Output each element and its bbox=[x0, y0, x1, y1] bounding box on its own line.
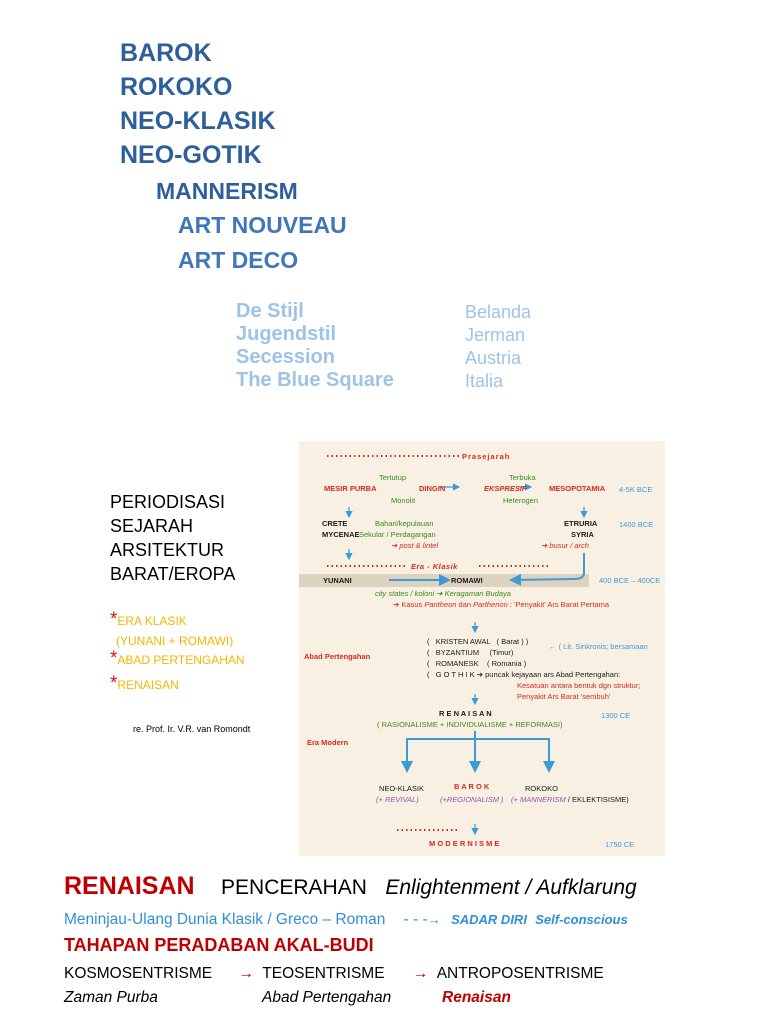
dg-romawi: ROMAWI bbox=[451, 576, 483, 585]
star-item-era-klasik: *ERA KLASIK bbox=[110, 609, 187, 630]
credit-text: re. Prof. Ir. V.R. van Romondt bbox=[133, 724, 251, 734]
dg-crete: CRETE bbox=[322, 519, 348, 528]
periodisasi-line-3: ARSITEKTUR bbox=[110, 540, 225, 560]
dg-rokoko: ROKOKO bbox=[525, 784, 558, 793]
dg-sekular: Sekular / Perdagangan bbox=[359, 530, 436, 539]
dg-city-states: city states / koloni ➔ Keragaman Budaya bbox=[375, 589, 511, 598]
star-icon: * bbox=[110, 648, 118, 669]
style-neo-klasik: NEO-KLASIK bbox=[120, 107, 276, 135]
sadar-diri-text: SADAR DIRI bbox=[451, 912, 527, 927]
movement-de-stijl: De Stijl bbox=[236, 300, 304, 322]
movement-secession: Secession bbox=[236, 346, 335, 368]
dg-syria: SYRIA bbox=[571, 530, 594, 539]
periodisasi-line-4: BARAT/EROPA bbox=[110, 564, 236, 584]
dg-ce-1300: 1300 CE bbox=[601, 711, 631, 720]
sentrisme-line bbox=[64, 965, 604, 983]
renaisan-heading-line bbox=[64, 872, 637, 901]
country-italia: Italia bbox=[465, 371, 504, 391]
style-mannerism: MANNERISM bbox=[156, 178, 298, 204]
country-belanda: Belanda bbox=[465, 302, 532, 322]
arrow-icon: → bbox=[412, 965, 429, 982]
dg-renaisan: R E N A I S A N bbox=[439, 709, 492, 718]
pencerahan-text: PENCERAHAN bbox=[221, 876, 367, 899]
dg-era-modern: Era Modern bbox=[307, 738, 349, 747]
country-austria: Austria bbox=[465, 348, 522, 368]
dg-bahari: Bahari/kepulauan bbox=[375, 519, 434, 528]
dg-byzantium: ( BYZANTIUM (Timur) bbox=[427, 648, 514, 657]
dg-etruria: ETRURIA bbox=[564, 519, 598, 528]
dg-barok: B A R O K bbox=[454, 782, 490, 791]
dg-gothik: ( G O T H I K ➔ puncak kejayaan ars Abad Pertengahan: bbox=[427, 670, 621, 679]
periodization-diagram bbox=[299, 441, 665, 856]
meninjau-text: Meninjau-Ulang Dunia Klasik / Greco – Roman bbox=[64, 911, 386, 928]
enlightenment-text: Enlightenment / Aufklarung bbox=[385, 876, 637, 899]
dashes-text: - - - bbox=[403, 911, 428, 928]
antroposentrisme: ANTROPOSENTRISME bbox=[436, 965, 604, 982]
dg-yunani: YUNANI bbox=[323, 576, 352, 585]
country-jerman: Jerman bbox=[465, 325, 526, 345]
star-icon: * bbox=[110, 609, 118, 630]
zaman-purba: Zaman Purba bbox=[64, 989, 158, 1006]
dg-mesopotamia: MESOPOTAMIA bbox=[549, 484, 606, 493]
dg-kesatuan: Kesatuan antara bentuk dgn struktur; bbox=[517, 681, 641, 690]
star-item-renaisan: *RENAISAN bbox=[110, 673, 179, 694]
dg-bce-1400: 1400 BCE bbox=[619, 520, 654, 529]
arrow-icon: → bbox=[238, 965, 254, 982]
star-item-abad: *ABAD PERTENGAHAN bbox=[110, 648, 245, 669]
dg-kasus: ➔ Kasus Pantheon dan Parthenon : 'Penyakit' Ars Barat Pertama bbox=[393, 600, 610, 609]
dg-dingin: DINGIN bbox=[419, 484, 446, 493]
dg-bce-400: 400 BCE – 400CE bbox=[599, 576, 661, 585]
star-item-era-klasik-sub: (YUNANI + ROMAWI) bbox=[116, 634, 234, 648]
arrow-icon: → bbox=[427, 912, 441, 927]
style-barok: BAROK bbox=[120, 39, 212, 67]
style-rokoko: ROKOKO bbox=[120, 73, 233, 101]
dg-era-klasik: Era - Klasik bbox=[411, 562, 458, 571]
dg-sinkronis: ← ( Lit. Sinkronis; bersamaan bbox=[549, 642, 648, 651]
periodisasi-line-1: PERIODISASI bbox=[110, 492, 226, 512]
dg-prasejarah: Prasejarah bbox=[462, 452, 511, 461]
style-neo-gotik: NEO-GOTIK bbox=[120, 141, 262, 169]
dg-ce-1750: 1750 CE bbox=[605, 840, 635, 849]
dg-mannerism: (+ MANNERISM / EKLEKTISISME) bbox=[511, 795, 629, 804]
dg-terbuka: Terbuka bbox=[509, 473, 536, 482]
dg-rasionalisme: ( RASIONALISME + INDIVIDUALISME + REFORMASI) bbox=[377, 720, 563, 729]
dg-penyakit-sembuh: Penyakit Ars Barat 'sembuh' bbox=[517, 692, 611, 701]
teosentrisme: TEOSENTRISME bbox=[262, 965, 385, 982]
dg-bce-4-5k: 4-5K BCE bbox=[619, 485, 653, 494]
dg-kristen-awal: ( KRISTEN AWAL ( Barat ) ) bbox=[427, 637, 529, 646]
dg-monolit: Monolit bbox=[391, 496, 416, 505]
dg-busur: ➔ busur / arch bbox=[541, 541, 589, 550]
dg-post-lintel: ➔ post & lintel bbox=[391, 541, 439, 550]
dg-ekspresif: EKSPRESIF bbox=[484, 484, 527, 493]
self-conscious-text: Self-conscious bbox=[535, 912, 628, 927]
dg-mesir-purba: MESIR PURBA bbox=[324, 484, 377, 493]
dg-romanesk: ( ROMANESK ( Romania ) bbox=[427, 659, 527, 668]
tahapan-heading: TAHAPAN PERADABAN AKAL-BUDI bbox=[64, 935, 374, 955]
renaisan-heading: RENAISAN bbox=[64, 872, 195, 900]
renaisan-italic: Renaisan bbox=[442, 989, 511, 1006]
dg-mycenae: MYCENAE bbox=[322, 530, 360, 539]
abad-pertengahan: Abad Pertengahan bbox=[262, 989, 392, 1006]
dg-heterogen: Heterogen bbox=[503, 496, 539, 505]
dg-regionalism: (+REGIONALISM ) bbox=[440, 795, 504, 804]
dg-revival: (+ REVIVAL) bbox=[376, 795, 419, 804]
periodisasi-line-2: SEJARAH bbox=[110, 516, 194, 536]
style-art-nouveau: ART NOUVEAU bbox=[178, 212, 347, 238]
style-art-deco: ART DECO bbox=[178, 247, 299, 273]
star-icon: * bbox=[110, 673, 118, 694]
dg-abad-pertengahan: Abad Pertengahan bbox=[304, 652, 371, 661]
meninjau-line bbox=[64, 911, 628, 929]
kosmosentrisme: KOSMOSENTRISME bbox=[64, 965, 213, 982]
dg-modernisme: M O D E R N I S M E bbox=[429, 839, 500, 848]
dg-neo-klasik: NEO-KLASIK bbox=[379, 784, 425, 793]
movement-blue-square: The Blue Square bbox=[236, 369, 394, 391]
movement-jugendstil: Jugendstil bbox=[236, 323, 337, 345]
dg-tertutup: Tertutup bbox=[379, 473, 407, 482]
